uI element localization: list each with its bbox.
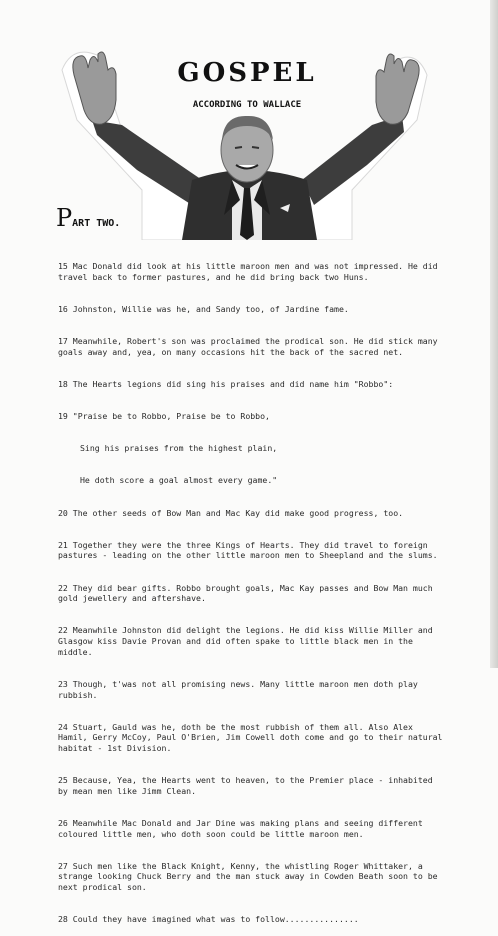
- verse-19-line-2: Sing his praises from the highest plain,: [80, 443, 278, 454]
- part-heading: [56, 206, 120, 230]
- verse-15: 15 Mac Donald did look at his little maroon men and was not impressed. He did travel back to former pastures, and he did bring back two Huns.: [58, 261, 443, 283]
- verse-18: 18 The Hearts legions did sing his praises and did name him "Robbo":: [58, 379, 394, 390]
- verse-16: 16 Johnston, Willie was he, and Sandy too, of Jardine fame.: [58, 304, 349, 315]
- verse-22b: 22 Meanwhile Johnston did delight the legions. He did kiss Willie Miller and Glasgow kiss Davie Provan and did often spake to little black men in the middle.: [58, 625, 438, 657]
- verse-27: 27 Such men like the Black Knight, Kenny, the whistling Roger Whittaker, a strange looking Chuck Berry and the man stuck away in Cowden Beath soon to be next prodical son.: [58, 860, 443, 893]
- verse-25: 25 Because, Yea, the Hearts went to heaven, to the Premier place - inhabited by mean men like Jimm Clean.: [58, 775, 438, 796]
- verse-26: 26 Meanwhile Mac Donald and Jar Dine was making plans and seeing different coloured little men, who doth soon could be little maroon men.: [58, 817, 428, 839]
- part-heading-text: ART TWO.: [72, 218, 121, 229]
- page-edge: [490, 0, 498, 668]
- part-drop-cap: P: [56, 204, 73, 232]
- verse-22a: 22 They did bear gifts. Robbo brought goals, Mac Kay passes and Bow Man much gold jewellery and aftershave.: [58, 582, 438, 604]
- article-body: [58, 240, 446, 936]
- masthead-title: GOSPEL: [177, 58, 317, 88]
- verse-28: 28 Could they have imagined what was to follow...............: [58, 914, 359, 925]
- masthead-subtitle: ACCORDING TO WALLACE: [192, 100, 302, 110]
- verse-19-line-1: 19 "Praise be to Robbo, Praise be to Robbo,: [58, 411, 270, 422]
- verse-19-line-3: He doth score a goal almost every game.": [80, 475, 278, 486]
- verse-20: 20 The other seeds of Bow Man and Mac Kay did make good progress, too.: [58, 507, 404, 518]
- verse-17: 17 Meanwhile, Robert's son was proclaimed the prodical son. He did stick many goals away and, yea, on many occasions hit the back of the sacred net.: [58, 336, 443, 358]
- verse-21: 21 Together they were the three Kings of Hearts. They did travel to foreign pastures - leading on the other little maroon men to Sheepland and the slums.: [58, 539, 438, 561]
- verse-24: 24 Stuart, Gauld was he, doth be the most rubbish of them all. Also Alex Hamil, Gerry McCoy, Paul O'Brien, Jim Cowell doth come and go to their natural habitat - 1st Division.: [58, 721, 448, 754]
- verse-23: 23 Though, t'was not all promising news. Many little maroon men doth play rubbish.: [58, 678, 423, 700]
